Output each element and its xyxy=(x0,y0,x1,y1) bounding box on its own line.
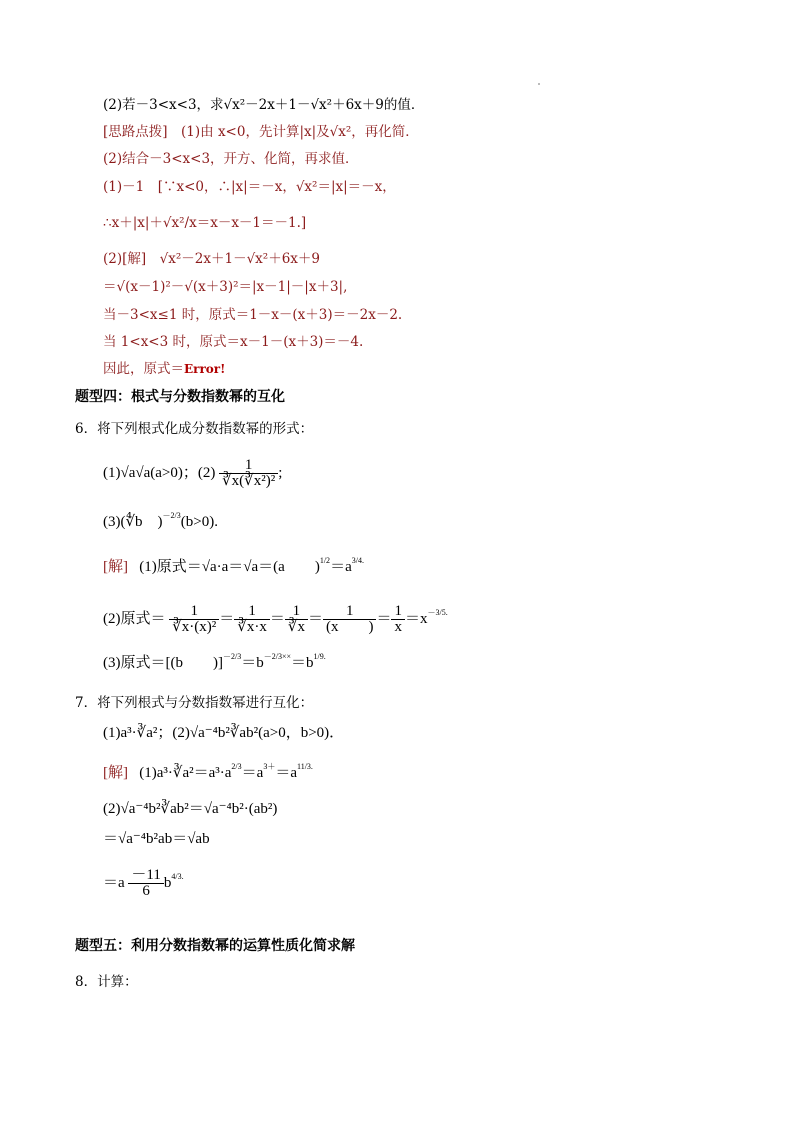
q6-part2-denominator: ∛x(∛x²)² xyxy=(222,473,276,489)
frac-num: 1 xyxy=(234,604,270,620)
frac-den: (x ) xyxy=(325,619,374,635)
frac-den: ∛x·x xyxy=(237,619,267,635)
q6-solution-3 xyxy=(103,654,326,674)
q6-parts-1-2 xyxy=(103,458,282,489)
q7-solution-1-mid: ＝a xyxy=(241,765,264,781)
q7-sol2-line3-pre: ＝a xyxy=(103,874,125,891)
frac-num: 1 xyxy=(169,604,219,620)
q6-sol2-frac-4 xyxy=(323,604,377,635)
q6-sol2-frac-3 xyxy=(285,604,308,635)
q6-part3 xyxy=(103,513,218,533)
q6-solution-1-end: ＝a xyxy=(330,559,352,575)
hint-2: (2)结合－3<x<3，开方、化简，再求值． xyxy=(103,151,359,167)
q7-solution-1-text: (1)a³·∛a²＝a³·a xyxy=(139,765,232,781)
q7-solution-2-line-1: (2)√a⁻⁴b²∛ab²＝√a⁻⁴b²·(ab²) xyxy=(103,801,278,817)
q6-title: 6．将下列根式化成分数指数幂的形式： xyxy=(75,421,314,437)
q6-sol2-frac-2 xyxy=(234,604,270,635)
frac-num: 1 xyxy=(285,604,308,620)
q7-title: 7．将下列根式与分数指数幂进行互化： xyxy=(75,695,314,711)
q6-solution-2-start: (2)原式＝ xyxy=(103,610,166,627)
frac-den: ∛x·(x)² xyxy=(172,619,217,635)
q7-parts: (1)a³·∛a²；(2)√a⁻⁴b²∛ab²(a>0，b>0)． xyxy=(103,725,345,741)
answer-2-line-1: (2)[解] √x²－2x＋1－√x²＋6x＋9 xyxy=(103,251,320,267)
q6-part3-end: (b>0). xyxy=(180,514,218,530)
q7-solution-label: [解] xyxy=(103,765,128,781)
q7-solution-2-line-2: ＝√a⁻⁴b²ab＝√ab xyxy=(103,831,210,847)
q6-part2-numerator: 1 xyxy=(219,458,278,474)
q6-sol2-frac-5 xyxy=(391,604,405,635)
q7-solution-1-exp2: 3＋ xyxy=(263,762,276,771)
q7-solution-1 xyxy=(103,764,313,784)
q6-solution-3-text: (3)原式＝[(b )] xyxy=(103,655,223,671)
q6-part1-text: (1)√a√a(a>0)；(2) xyxy=(103,464,216,481)
q6-part3-text: (3)(∜b ) xyxy=(103,514,163,530)
answer-2-line-4: 当 1<x<3 时，原式＝x－1－(x＋3)＝－4. xyxy=(103,334,364,350)
q6-part2-fraction xyxy=(219,458,278,489)
q6-solution-1-exp: 1/2 xyxy=(319,556,331,565)
answer-1-line-2: ∴x＋|x|＋√x²/x＝x－x－1＝－1.] xyxy=(103,215,307,231)
q6-solution-2: (2)原式＝ $\frac{1}{\text{∛x·(x)²}}$ ＝ $\frac{1}{∛x\cdot x}$ ＝ $\frac{1}{∛x}$ ＝ $\frac{1}{(x )}$ ＝ $\frac{1}{x}$ $=x^{-3/5.}$ xyxy=(103,603,448,635)
q6-solution-1 xyxy=(103,558,364,578)
frac-num: 1 xyxy=(391,604,405,620)
section-4-title: 题型四：根式与分数指数幂的互化 xyxy=(75,389,285,405)
q6-solution-3-exp1: －2/3 xyxy=(222,652,242,661)
stray-dot xyxy=(538,83,540,85)
q7-sol2-line3-b: b xyxy=(163,874,172,891)
q6-part2-end: ; xyxy=(278,464,283,481)
answer-1-line-1: (1)－1 [∵x<0，∴|x|＝－x，√x²＝|x|＝－x， xyxy=(103,179,396,195)
answer-2-line-5 xyxy=(103,360,225,378)
q6-solution-2-end: ＝x xyxy=(404,610,428,627)
answer-2-line-2: ＝√(x－1)²－√(x＋3)²＝|x－1|－|x＋3|, xyxy=(103,279,348,295)
frac-num: 1 xyxy=(323,604,377,620)
error-text: Error! xyxy=(184,362,226,376)
q5-part2: (2)若－3<x<3，求√x²－2x＋1－√x²＋6x＋9的值． xyxy=(103,97,425,113)
q8-title: 8．计算： xyxy=(75,974,138,990)
frac-den: 6 xyxy=(142,883,150,899)
q6-sol2-frac-1 xyxy=(169,604,219,635)
hint-1: [思路点拨] (1)由 x<0，先计算|x|及√x²，再化简． xyxy=(103,124,419,140)
q7-solution-1-end: ＝a xyxy=(275,765,297,781)
q6-solution-3-exp3: 1/9. xyxy=(313,652,326,661)
q6-solution-2-end-exp: －3/5. xyxy=(427,607,448,617)
q6-solution-3-end: ＝b xyxy=(290,655,314,671)
answer-2-line-5-text: 因此，原式＝ xyxy=(103,361,184,377)
q6-solution-label: [解] xyxy=(103,559,128,575)
q7-solution-2-line-3 xyxy=(103,868,184,899)
answer-2-line-3: 当－3<x≤1 时，原式＝1－x－(x＋3)＝－2x－2. xyxy=(103,307,403,323)
q7-sol2-exponent-fraction xyxy=(128,868,163,899)
q6-solution-1-end-exp: 3/4. xyxy=(351,556,364,565)
frac-num: －11 xyxy=(128,868,163,884)
q6-solution-1-text: (1)原式＝√a·a＝√a＝(a ) xyxy=(139,559,320,575)
q7-sol2-line3-exp: 4/3. xyxy=(171,871,184,881)
q7-solution-1-exp: 2/3 xyxy=(231,762,242,771)
section-5-title: 题型五：利用分数指数幂的运算性质化简求解 xyxy=(75,938,355,954)
frac-den: ∛x xyxy=(287,619,305,635)
frac-den: x xyxy=(394,619,402,635)
q6-solution-3-exp2: －2/3×× xyxy=(263,652,291,661)
q6-solution-3-mid: ＝b xyxy=(241,655,264,671)
q7-solution-1-exp3: 11/3. xyxy=(297,762,313,771)
q6-part3-exponent: －2/3 xyxy=(162,511,181,520)
